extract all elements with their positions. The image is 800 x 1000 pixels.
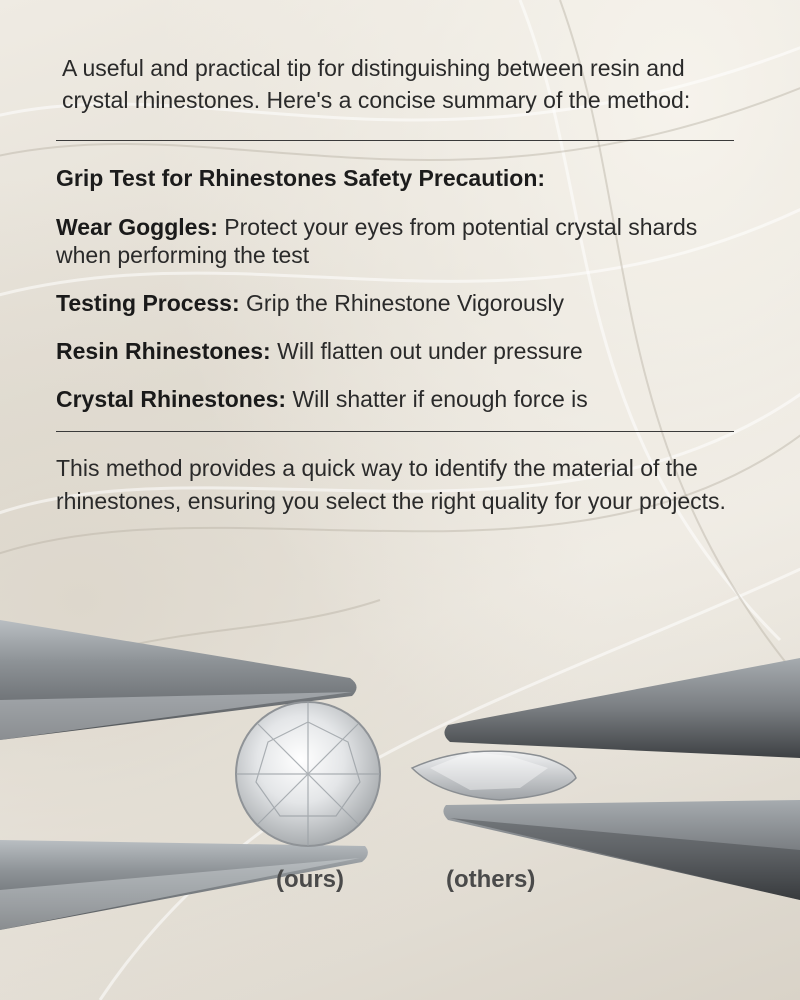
tip-item-text: Grip the Rhinestone Vigorously [246,290,564,316]
tip-item-key: Wear Goggles: [56,214,218,240]
tip-item-key: Crystal Rhinestones: [56,386,287,412]
tip-item-text: Protect your eyes from potential crystal shards when performing the test [56,214,698,268]
tip-text-block [56,52,736,518]
resin-rhinestone-icon [412,751,576,800]
outro-paragraph: This method provides a quick way to identify the material of the rhinestones, ensuring you select the right quality for your projects. [56,455,726,514]
tip-item-testing [56,289,736,317]
grip-test-photo [0,600,800,1000]
tip-item-text: Will flatten out under pressure [277,338,583,364]
intro-paragraph: A useful and practical tip for distinguishing between resin and crystal rhinestones. Here's a concise summary of the method: [62,55,691,113]
ours-caption: (ours) [276,866,344,893]
tip-item-crystal [56,385,736,413]
tip-item-key: Resin Rhinestones: [56,338,271,364]
others-caption: (others) [446,866,536,893]
section-heading: Grip Test for Rhinestones Safety Precaution: [56,165,546,191]
tip-item-text: Will shatter if enough force is [292,386,588,412]
tip-item-goggles [56,213,736,269]
tip-item-resin [56,337,736,365]
divider-bottom [56,431,734,432]
tip-item-key: Testing Process: [56,290,240,316]
divider-top [56,140,734,141]
crystal-rhinestone-icon [236,702,380,846]
